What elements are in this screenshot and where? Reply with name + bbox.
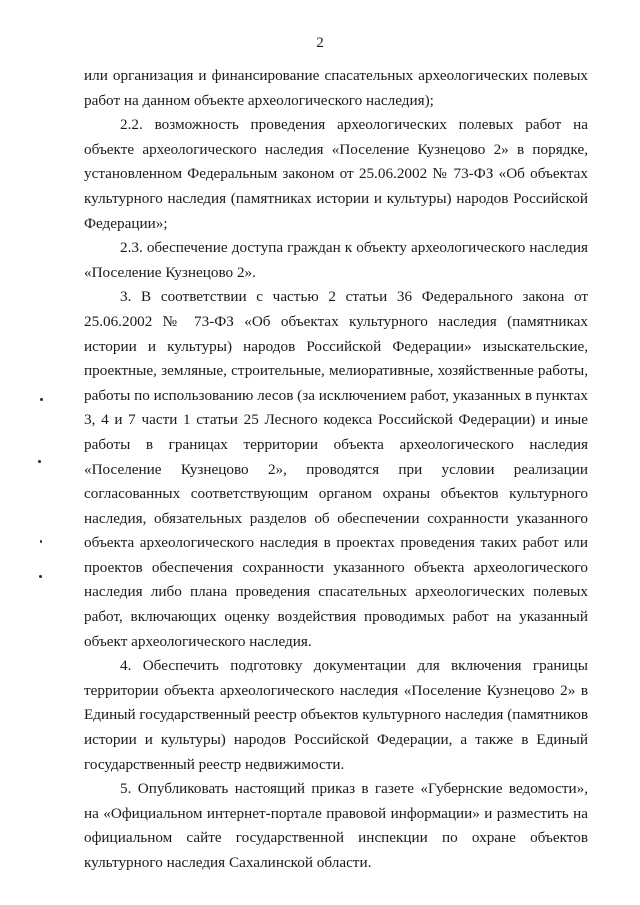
paragraph-2-2: 2.2. возможность проведения археологических полевых работ на объекте археологического наследия «Поселение Кузнецово 2» в порядке, установленном Федеральным законом от 25.06.2002 № 73-ФЗ «Об объектах культурного наследия (памятниках истории и культуры) народов Российской Федерации»; (84, 116, 588, 232)
scan-mark (40, 540, 42, 543)
paragraph-continuation: или организация и финансирование спасательных археологических полевых работ на данном объекте археологического наследия); (84, 67, 588, 109)
scan-mark (39, 575, 42, 578)
paragraph-4: 4. Обеспечить подготовку документации для включения границы территории объекта археологического наследия «Поселение Кузнецово 2» в Единый государственный реестр объектов культурного наследия (памятников истории и культуры) народов Российской Федерации, а также в Единый государственный реестр недвижимости. (84, 657, 588, 773)
scan-mark (40, 398, 43, 401)
paragraph-2-3: 2.3. обеспечение доступа граждан к объекту археологического наследия «Поселение Кузнецово 2». (84, 239, 588, 281)
page-number: 2 (316, 35, 324, 51)
scan-mark (38, 460, 41, 463)
paragraph-3: 3. В соответствии с частью 2 статьи 36 Федерального закона от 25.06.2002 № 73-ФЗ «Об объектах культурного наследия (памятниках истории и культуры) народов Российской Федерации» изыскательские, проектные, земляные, строительные, мелиоративные, хозяйственные работы, работы по использованию лесов (за исключением работ, указанных в пунктах 3, 4 и 7 части 1 статьи 25 Лесного кодекса Российской Федерации) и иные работы в границах территории объекта археологического наследия «Поселение Кузнецово 2», проводятся при условии реализации согласованных соответствующим органом охраны объектов культурного наследия, обязательных разделов об обеспечении сохранности указанного объекта археологического наследия в проектах проведения таких работ или проектов обеспечения сохранности указанного объекта археологического наследия либо плана проведения спасательных археологических полевых работ, включающих оценку воздействия проводимых работ на указанный объект археологического наследия. (84, 288, 588, 650)
paragraph-5: 5. Опубликовать настоящий приказ в газете «Губернские ведомости», на «Официальном интернет-портале правовой информации» и разместить на официальном сайте государственной инспекции по охране объектов культурного наследия Сахалинской области. (84, 780, 588, 871)
document-body (84, 64, 588, 876)
